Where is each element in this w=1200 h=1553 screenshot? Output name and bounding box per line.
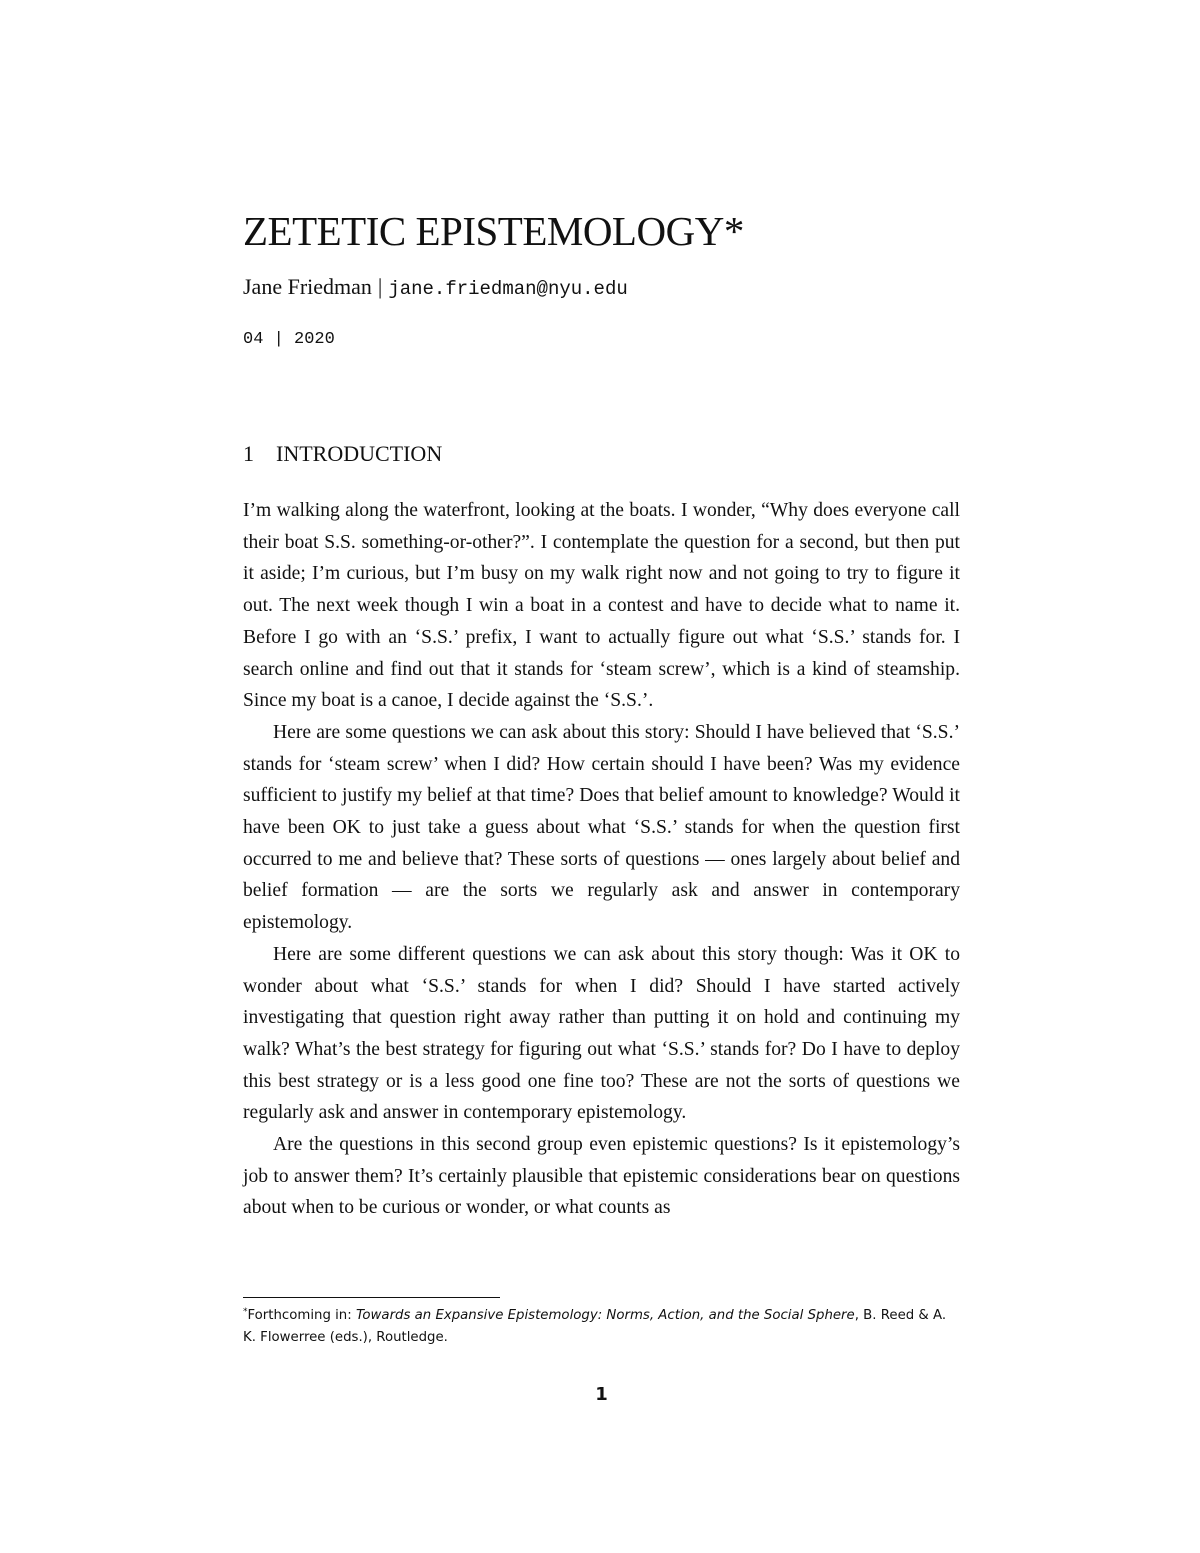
footnote-mark: * <box>243 1307 248 1317</box>
publication-date: 04 | 2020 <box>243 330 335 349</box>
footnote-rule <box>243 1297 500 1298</box>
body-text <box>243 495 960 1224</box>
paragraph-4: Are the questions in this second group even epistemic questions? Is it epistemology’s job to answer them? It’s certainly plausible that epistemic considerations bear on questions about when to be curious or wonder, or what counts as <box>243 1134 960 1219</box>
page-number: 1 <box>595 1384 608 1405</box>
footnote-work-title: Towards an Expansive Epistemology: Norms, Action, and the Social Sphere <box>355 1308 855 1323</box>
section-number: 1 <box>243 441 254 466</box>
paragraph-1: I’m walking along the waterfront, looking at the boats. I wonder, “Why does everyone call their boat S.S. something-or-other?”. I contemplate the question for a second, but then put it aside; I’m curious, but I’m busy on my walk right now and not going to try to figure it out. The next week though I win a boat in a contest and have to decide what to name it. Before I go with an ‘S.S.’ prefix, I want to actually figure out what ‘S.S.’ stands for. I search online and find out that it stands for ‘steam screw’, which is a kind of steamship. Since my boat is a canoe, I decide against the ‘S.S.’. <box>243 500 960 712</box>
paper-title-text: ZETETIC EPISTEMOLOGY <box>243 208 724 254</box>
title-footnote-mark: * <box>723 208 744 254</box>
footnote <box>243 1301 960 1349</box>
author-email[interactable]: jane.friedman@nyu.edu <box>388 278 628 300</box>
author-separator: | <box>377 274 383 299</box>
author-line <box>243 273 628 303</box>
paper-title <box>243 206 744 256</box>
paragraph-3: Here are some different questions we can ask about this story though: Was it OK to wonder about what ‘S.S.’ stands for when I did? Should I have started actively investigating that question right away rather than putting it on hold and continuing my walk? What’s the best strategy for figuring out what ‘S.S.’ stands for? Do I have to deploy this best strategy or is a less good one fine too? These are not the sorts of questions we regularly ask and answer in contemporary epistemology. <box>243 943 960 1124</box>
author-name: Jane Friedman <box>243 274 372 299</box>
paragraph-2: Here are some questions we can ask about this story: Should I have believed that ‘S.S.’ stands for ‘steam screw’ when I did? How certain should I have been? Was my evidence sufficient to justify my belief at that time? Does that belief amount to knowledge? Would it have been OK to just take a guess about what ‘S.S.’ stands for when the question first occurred to me and believe that? These sorts of questions — ones largely about belief and belief formation — are the sorts we regularly ask and answer in contemporary epistemology. <box>243 721 960 934</box>
section-heading <box>243 440 442 468</box>
footnote-suffix: , B. Reed & A. K. Flowerree (eds.), Routledge. <box>243 1308 947 1345</box>
section-title: INTRODUCTION <box>276 441 443 466</box>
footnote-prefix: Forthcoming in: <box>247 1308 356 1323</box>
